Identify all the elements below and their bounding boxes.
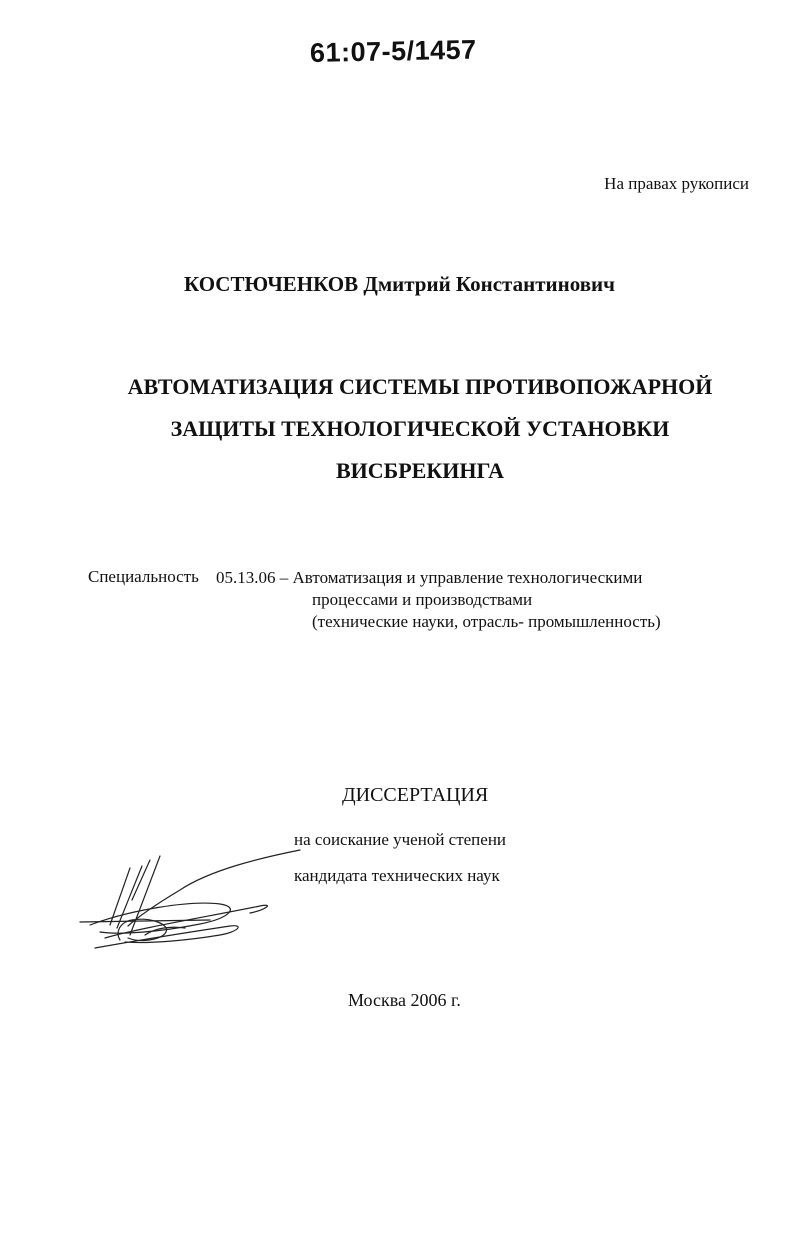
degree-line: на соискание ученой степени — [294, 830, 507, 849]
author-surname: КОСТЮЧЕНКОВ — [184, 272, 359, 296]
title-line: ЗАЩИТЫ ТЕХНОЛОГИЧЕСКОЙ УСТАНОВКИ — [170, 416, 670, 441]
dissertation-title — [0, 366, 799, 492]
title-line: АВТОМАТИЗАЦИЯ СИСТЕМЫ ПРОТИВОПОЖАРНОЙ — [127, 374, 713, 399]
specialty-line — [216, 567, 661, 589]
handwritten-signature-icon — [70, 840, 310, 970]
specialty-description — [216, 567, 661, 633]
rights-note: На правах рукописи — [604, 174, 749, 193]
degree-line: кандидата технических наук — [294, 866, 500, 885]
specialty-label: Специальность — [88, 567, 199, 586]
specialty-line: (технические науки, отрасль- промышленность) — [312, 612, 661, 631]
degree-statement — [294, 822, 506, 894]
city-year: Москва 2006 г. — [348, 990, 461, 1010]
specialty-code-line: 05.13.06 – Автоматизация и управление технологическими — [216, 568, 643, 587]
document-type: ДИССЕРТАЦИЯ — [342, 784, 489, 806]
specialty-line: процессами и производствами — [312, 590, 533, 609]
author-given-names: Дмитрий Константинович — [363, 272, 615, 296]
title-line: ВИСБРЕКИНГА — [336, 458, 504, 483]
catalog-number: 61:07-5/1457 — [309, 34, 477, 68]
author-name — [0, 272, 799, 297]
